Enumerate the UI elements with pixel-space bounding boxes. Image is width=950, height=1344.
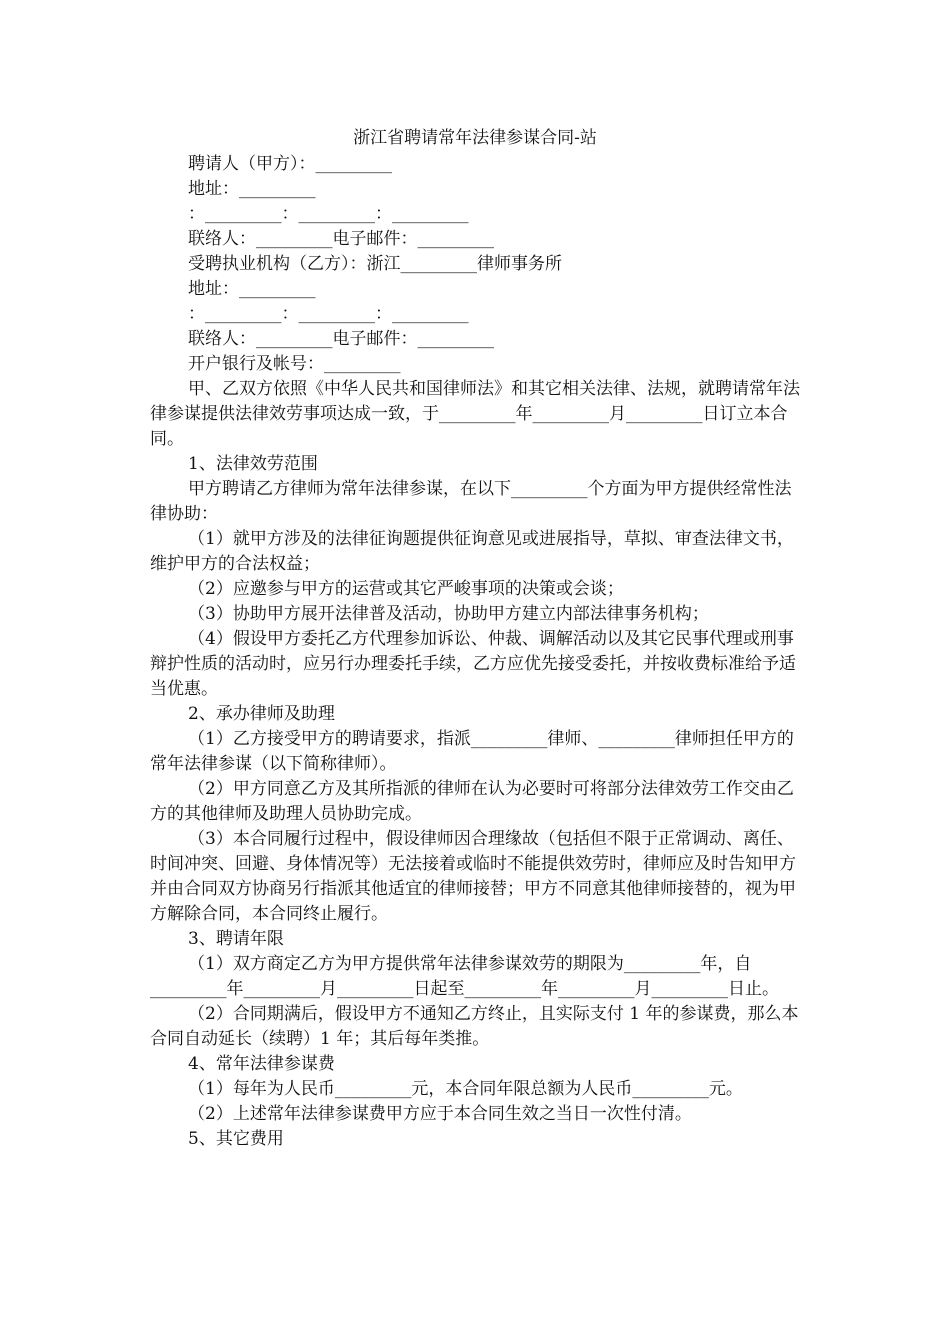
- party-b-firm: 受聘执业机构（乙方）：浙江_________律师事务所: [188, 254, 562, 274]
- section-heading: 1、法律效劳范围: [188, 454, 318, 474]
- preamble-paragraph: 甲、乙双方依照《中华人民共和国律师法》和其它相关法律、法规，就聘请常年法律参谋提供法律效劳事项达成一致，于_________年_________月_________日订立本合同。: [150, 379, 800, 449]
- section-heading: 4、常年法律参谋费: [188, 1054, 335, 1074]
- document-title: 浙江省聘请常年法律参谋合同-站: [353, 128, 597, 148]
- section-heading: 3、聘请年限: [188, 929, 284, 949]
- clause-paragraph: （1）就甲方涉及的法律征询题提供征询意见或进展指导，草拟、审查法律文书，维护甲方的合法权益；: [150, 529, 794, 574]
- party-a-address: 地址：_________: [188, 179, 316, 199]
- clause-paragraph: （3）本合同履行过程中，假设律师因合理缘故（包括但不限于正常调动、离任、时间冲突、回避、身体情况等）无法接着或临时不能提供效劳时，律师应及时告知甲方并由合同双方协商另行指派其他适宜的律师接替；甲方不同意其他律师接替的，视为甲方解除合同，本合同终止履行。: [150, 829, 796, 924]
- body-paragraph: 甲方聘请乙方律师为常年法律参谋，在以下_________个方面为甲方提供经常性法律协助：: [150, 479, 792, 524]
- clause-paragraph: （2）应邀参与甲方的运营或其它严峻事项的决策或会谈；: [188, 579, 624, 599]
- clause-paragraph: （1）每年为人民币_________元，本合同年限总额为人民币_________元。: [188, 1079, 743, 1099]
- section-heading: 2、承办律师及助理: [188, 704, 335, 724]
- contract-body: [150, 124, 800, 1152]
- section-heading: 5、其它费用: [188, 1129, 284, 1149]
- party-b-address: 地址：_________: [188, 279, 316, 299]
- party-b-contact-email: 联络人：_________电子邮件：_________: [188, 329, 494, 349]
- clause-paragraph: （2）甲方同意乙方及其所指派的律师在认为必要时可将部分法律效劳工作交由乙方的其他律师及助理人员协助完成。: [150, 779, 794, 824]
- clause-paragraph: （2）上述常年法律参谋费甲方应于本合同生效之当日一次性付清。: [188, 1104, 692, 1124]
- clause-paragraph: （3）协助甲方展开法律普及活动，协助甲方建立内部法律事务机构；: [188, 604, 709, 624]
- party-a-contact-numbers: ：_________：_________：_________: [188, 204, 469, 224]
- party-b-contact-numbers: ：_________：_________：_________: [188, 304, 469, 324]
- party-a-name: 聘请人（甲方）：_________: [188, 154, 392, 174]
- party-a-contact-email: 联络人：_________电子邮件：_________: [188, 229, 494, 249]
- clause-paragraph: （4）假设甲方委托乙方代理参加诉讼、仲裁、调解活动以及其它民事代理或刑事辩护性质的活动时，应另行办理委托手续，乙方应优先接受委托，并按收费标准给予适当优惠。: [150, 629, 796, 699]
- clause-paragraph: （2）合同期满后，假设甲方不通知乙方终止，且实际支付 1 年的参谋费，那么本合同自动延长（续聘）1 年；其后每年类推。: [150, 1004, 799, 1049]
- bank-account: 开户银行及帐号：_________: [188, 354, 401, 374]
- clause-paragraph: （1）乙方接受甲方的聘请要求，指派_________律师、_________律师担任甲方的常年法律参谋（以下简称律师）。: [150, 729, 794, 774]
- clause-paragraph: （1）双方商定乙方为甲方提供常年法律参谋效劳的期限为_________年，自_________年_________月_________日起至_________年_________月_________日止。: [150, 954, 779, 999]
